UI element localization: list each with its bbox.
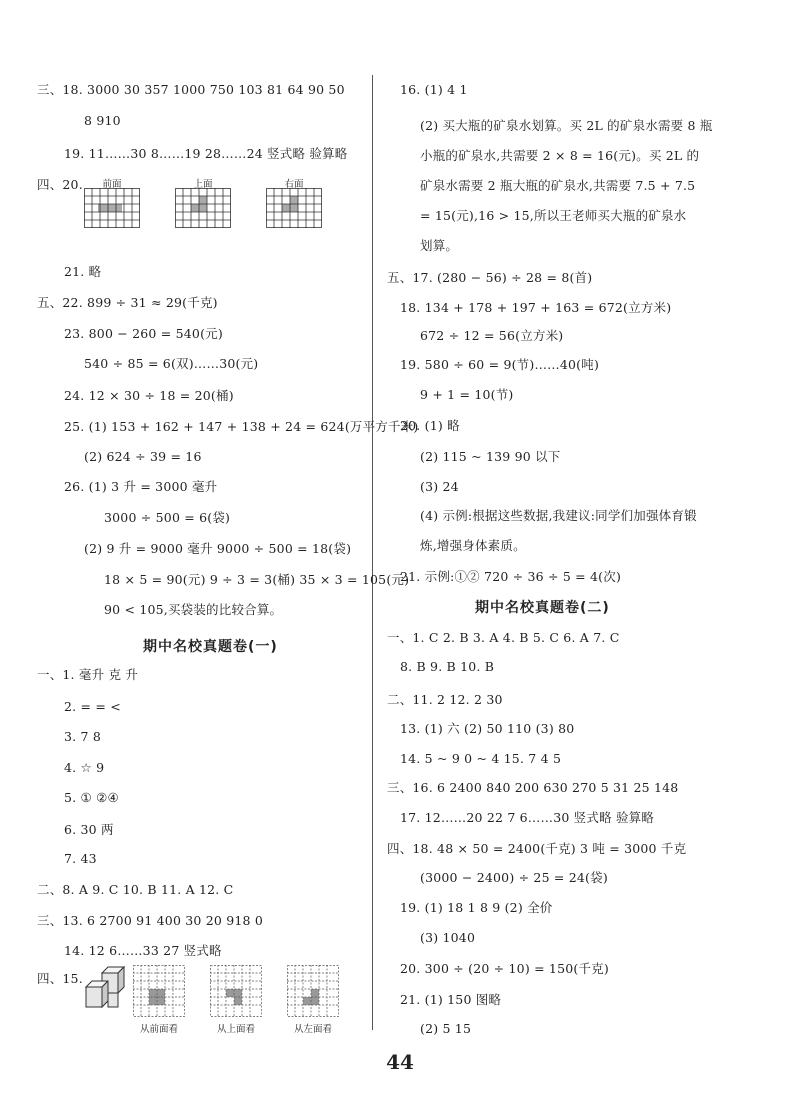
right-answer-line: (3) 24 bbox=[420, 479, 459, 494]
left-answer-line: 5. ① ②④ bbox=[64, 790, 119, 805]
q20-front-view-grid bbox=[84, 188, 140, 228]
left-answer-line: 三、13. 6 2700 91 400 30 20 918 0 bbox=[37, 913, 264, 928]
cube-stack-figure bbox=[84, 965, 126, 1009]
q15-left-view-grid bbox=[287, 965, 339, 1017]
left-answer-line: 7. 43 bbox=[64, 851, 97, 866]
left-answer-line: 3000 ÷ 500 = 6(袋) bbox=[104, 510, 231, 525]
right-answer-line: 划算。 bbox=[420, 238, 459, 253]
q20-top-view-grid bbox=[175, 188, 231, 228]
left-answer-line: 25. (1) 153 + 162 + 147 + 138 + 24 = 624(万平方千米) bbox=[64, 419, 419, 434]
left-answer-line: 一、1. 毫升 克 升 bbox=[37, 667, 139, 682]
left-answer-line: 19. 11……30 8……19 28……24 竖式略 验算略 bbox=[64, 146, 348, 161]
column-divider bbox=[372, 75, 373, 1030]
q20-right-view-grid bbox=[266, 188, 322, 228]
right-answer-line: (2) 115 ~ 139 90 以下 bbox=[420, 449, 561, 464]
right-answer-line: (3) 1040 bbox=[420, 930, 476, 945]
right-answer-line: 672 ÷ 12 = 56(立方米) bbox=[420, 328, 564, 343]
right-answer-line: 矿泉水需要 2 瓶大瓶的矿泉水,共需要 7.5 + 7.5 bbox=[420, 178, 696, 193]
left-answer-line: 三、18. 3000 30 357 1000 750 103 81 64 90 50 bbox=[37, 82, 345, 97]
right-answer-line: 14. 5 ~ 9 0 ~ 4 15. 7 4 5 bbox=[400, 751, 562, 766]
left-answer-line: 五、22. 899 ÷ 31 ≈ 29(千克) bbox=[37, 295, 218, 310]
right-answer-line: (2) 买大瓶的矿泉水划算。买 2L 的矿泉水需要 8 瓶 bbox=[420, 118, 713, 133]
left-answer-line: 二、8. A 9. C 10. B 11. A 12. C bbox=[37, 882, 234, 897]
left-answer-line: 18 × 5 = 90(元) 9 ÷ 3 = 3(桶) 35 × 3 = 105(元) bbox=[104, 572, 410, 587]
left-answer-line: 14. 12 6……33 27 竖式略 bbox=[64, 943, 222, 958]
left-answer-line: 四、15. bbox=[37, 971, 83, 986]
left-answer-line: (2) 9 升 = 9000 毫升 9000 ÷ 500 = 18(袋) bbox=[84, 541, 352, 556]
left-answer-line: 8 910 bbox=[84, 113, 121, 128]
left-answer-line: 21. 略 bbox=[64, 264, 102, 279]
left-answer-line: 3. 7 8 bbox=[64, 729, 101, 744]
left-answer-line: (2) 624 ÷ 39 = 16 bbox=[84, 449, 202, 464]
right-answer-line: 五、17. (280 − 56) ÷ 28 = 8(首) bbox=[387, 270, 593, 285]
right-answer-line: 17. 12……20 22 7 6……30 竖式略 验算略 bbox=[400, 810, 655, 825]
q20-label-front: 前面 bbox=[102, 179, 122, 190]
right-answer-line: (2) 5 15 bbox=[420, 1021, 472, 1036]
right-answer-line: 一、1. C 2. B 3. A 4. B 5. C 6. A 7. C bbox=[387, 630, 620, 645]
exam-heading-1: 期中名校真题卷(一) bbox=[143, 639, 278, 655]
q15-label-top: 从上面看 bbox=[216, 1024, 255, 1035]
left-answer-line: 4. ☆ 9 bbox=[64, 760, 105, 775]
right-answer-line: 二、11. 2 12. 2 30 bbox=[387, 692, 503, 707]
right-answer-line: 20. (1) 略 bbox=[400, 418, 460, 433]
right-answer-line: = 15(元),16 > 15,所以王老师买大瓶的矿泉水 bbox=[420, 208, 687, 223]
q15-label-front: 从前面看 bbox=[139, 1024, 178, 1035]
left-answer-line: 26. (1) 3 升 = 3000 毫升 bbox=[64, 479, 218, 494]
right-answer-line: 13. (1) 六 (2) 50 110 (3) 80 bbox=[400, 721, 575, 736]
right-answer-line: 18. 134 + 178 + 197 + 163 = 672(立方米) bbox=[400, 300, 672, 315]
right-answer-line: 三、16. 6 2400 840 200 630 270 5 31 25 148 bbox=[387, 780, 679, 795]
left-answer-line: 6. 30 两 bbox=[64, 822, 114, 837]
right-answer-line: (3000 − 2400) ÷ 25 = 24(袋) bbox=[420, 870, 608, 885]
left-answer-line: 540 ÷ 85 = 6(双)……30(元) bbox=[84, 356, 259, 371]
q20-label-right: 右面 bbox=[284, 179, 304, 190]
right-answer-line: 16. (1) 4 1 bbox=[400, 82, 468, 97]
right-answer-line: 21. (1) 150 图略 bbox=[400, 992, 502, 1007]
left-answer-line: 2. = = < bbox=[64, 699, 121, 714]
right-answer-line: 21. 示例:①② 720 ÷ 36 ÷ 5 = 4(次) bbox=[400, 569, 622, 584]
right-answer-line: 19. 580 ÷ 60 = 9(节)……40(吨) bbox=[400, 357, 600, 372]
right-answer-line: 四、18. 48 × 50 = 2400(千克) 3 吨 = 3000 千克 bbox=[387, 841, 687, 856]
right-answer-line: 9 + 1 = 10(节) bbox=[420, 387, 514, 402]
right-answer-line: (4) 示例:根据这些数据,我建议:同学们加强体育锻 bbox=[420, 508, 697, 523]
q15-front-view-grid bbox=[133, 965, 185, 1017]
left-answer-line: 24. 12 × 30 ÷ 18 = 20(桶) bbox=[64, 388, 234, 403]
right-answer-line: 20. 300 ÷ (20 ÷ 10) = 150(千克) bbox=[400, 961, 609, 976]
q20-label-top: 上面 bbox=[193, 179, 213, 190]
right-answer-line: 炼,增强身体素质。 bbox=[420, 538, 526, 553]
q15-top-view-grid bbox=[210, 965, 262, 1017]
exam-heading-2: 期中名校真题卷(二) bbox=[475, 600, 610, 616]
page-number: 44 bbox=[386, 1050, 414, 1074]
left-answer-line: 四、20. bbox=[37, 177, 83, 192]
left-answer-line: 23. 800 − 260 = 540(元) bbox=[64, 326, 223, 341]
right-answer-line: 19. (1) 18 1 8 9 (2) 全价 bbox=[400, 900, 553, 915]
q15-label-left: 从左面看 bbox=[293, 1024, 332, 1035]
right-answer-line: 8. B 9. B 10. B bbox=[400, 659, 495, 674]
left-answer-line: 90 < 105,买袋装的比较合算。 bbox=[104, 602, 283, 617]
right-answer-line: 小瓶的矿泉水,共需要 2 × 8 = 16(元)。买 2L 的 bbox=[420, 148, 700, 163]
